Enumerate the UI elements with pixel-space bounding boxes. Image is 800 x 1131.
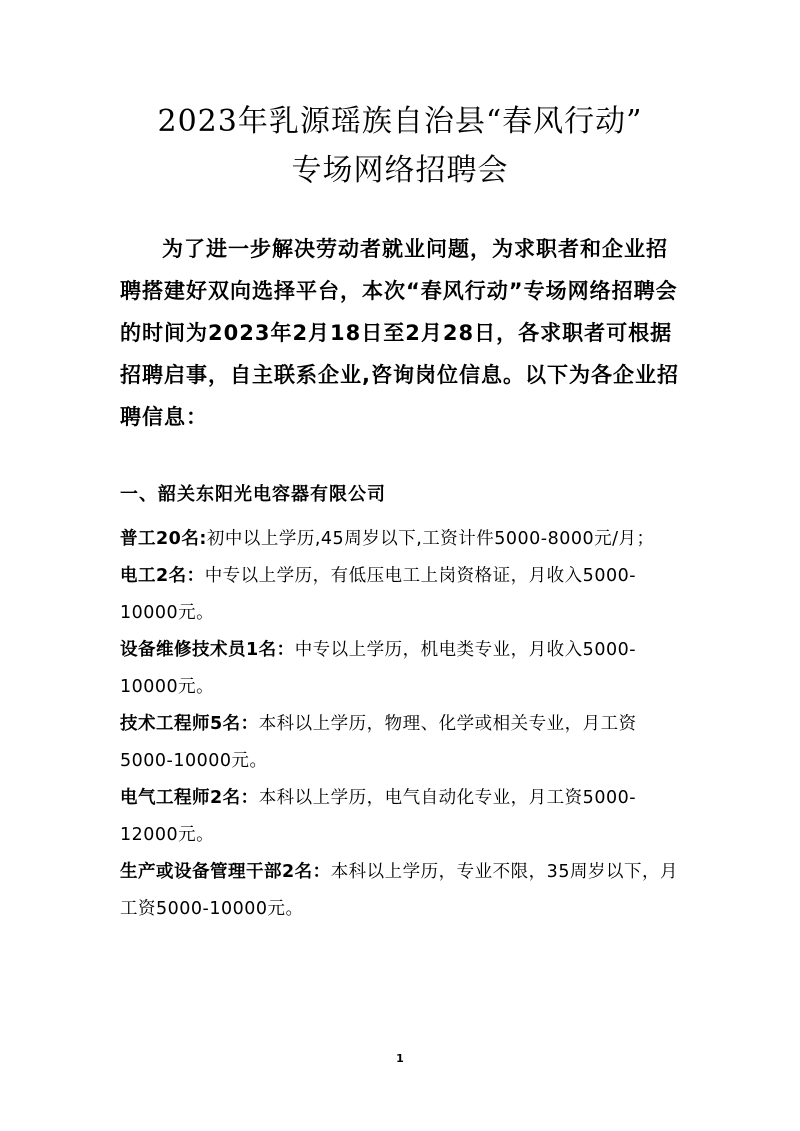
title-line-2: 专场网络招聘会: [291, 153, 509, 188]
job-item: [120, 780, 680, 854]
job-list: [120, 521, 680, 928]
job-item: [120, 854, 680, 928]
job-name: 普工20名:: [120, 529, 207, 549]
intro-paragraph: 为了进一步解决劳动者就业问题，为求职者和企业招聘搭建好双向选择平台，本次“春风行动”专场网络招聘会的时间为2023年2月18日至2月28日，各求职者可根据招聘启事，自主联系企业,咨询岗位信息。以下为各企业招聘信息：: [120, 237, 679, 429]
title-line-1: 2023年乳源瑶族自治县“春风行动”: [157, 104, 643, 139]
job-name: 生产或设备管理干部2名：: [120, 862, 331, 882]
job-description: 本科以上学历，电气自动化专业，月工资5000-12000元。: [120, 788, 637, 845]
page-number: 1: [396, 1052, 404, 1065]
job-item: [120, 521, 680, 558]
job-item: [120, 558, 680, 632]
job-description: 初中以上学历,45周岁以下,工资计件5000-8000元/月；: [206, 529, 655, 549]
job-description: 中专以上学历，机电类专业，月收入5000-10000元。: [120, 640, 637, 697]
job-description: 本科以上学历，专业不限，35周岁以下，月工资5000-10000元。: [120, 862, 678, 919]
job-item: [120, 632, 680, 706]
job-name: 电气工程师2名：: [120, 788, 259, 808]
job-item: [120, 706, 680, 780]
company-heading: 一、韶关东阳光电容器有限公司: [120, 484, 386, 505]
job-name: 技术工程师5名：: [120, 714, 259, 734]
job-name: 电工2名：: [120, 566, 205, 586]
job-description: 本科以上学历，物理、化学或相关专业，月工资5000-10000元。: [120, 714, 637, 771]
job-description: 中专以上学历，有低压电工上岗资格证，月收入5000-10000元。: [120, 566, 637, 623]
job-name: 设备维修技术员1名：: [120, 640, 295, 660]
